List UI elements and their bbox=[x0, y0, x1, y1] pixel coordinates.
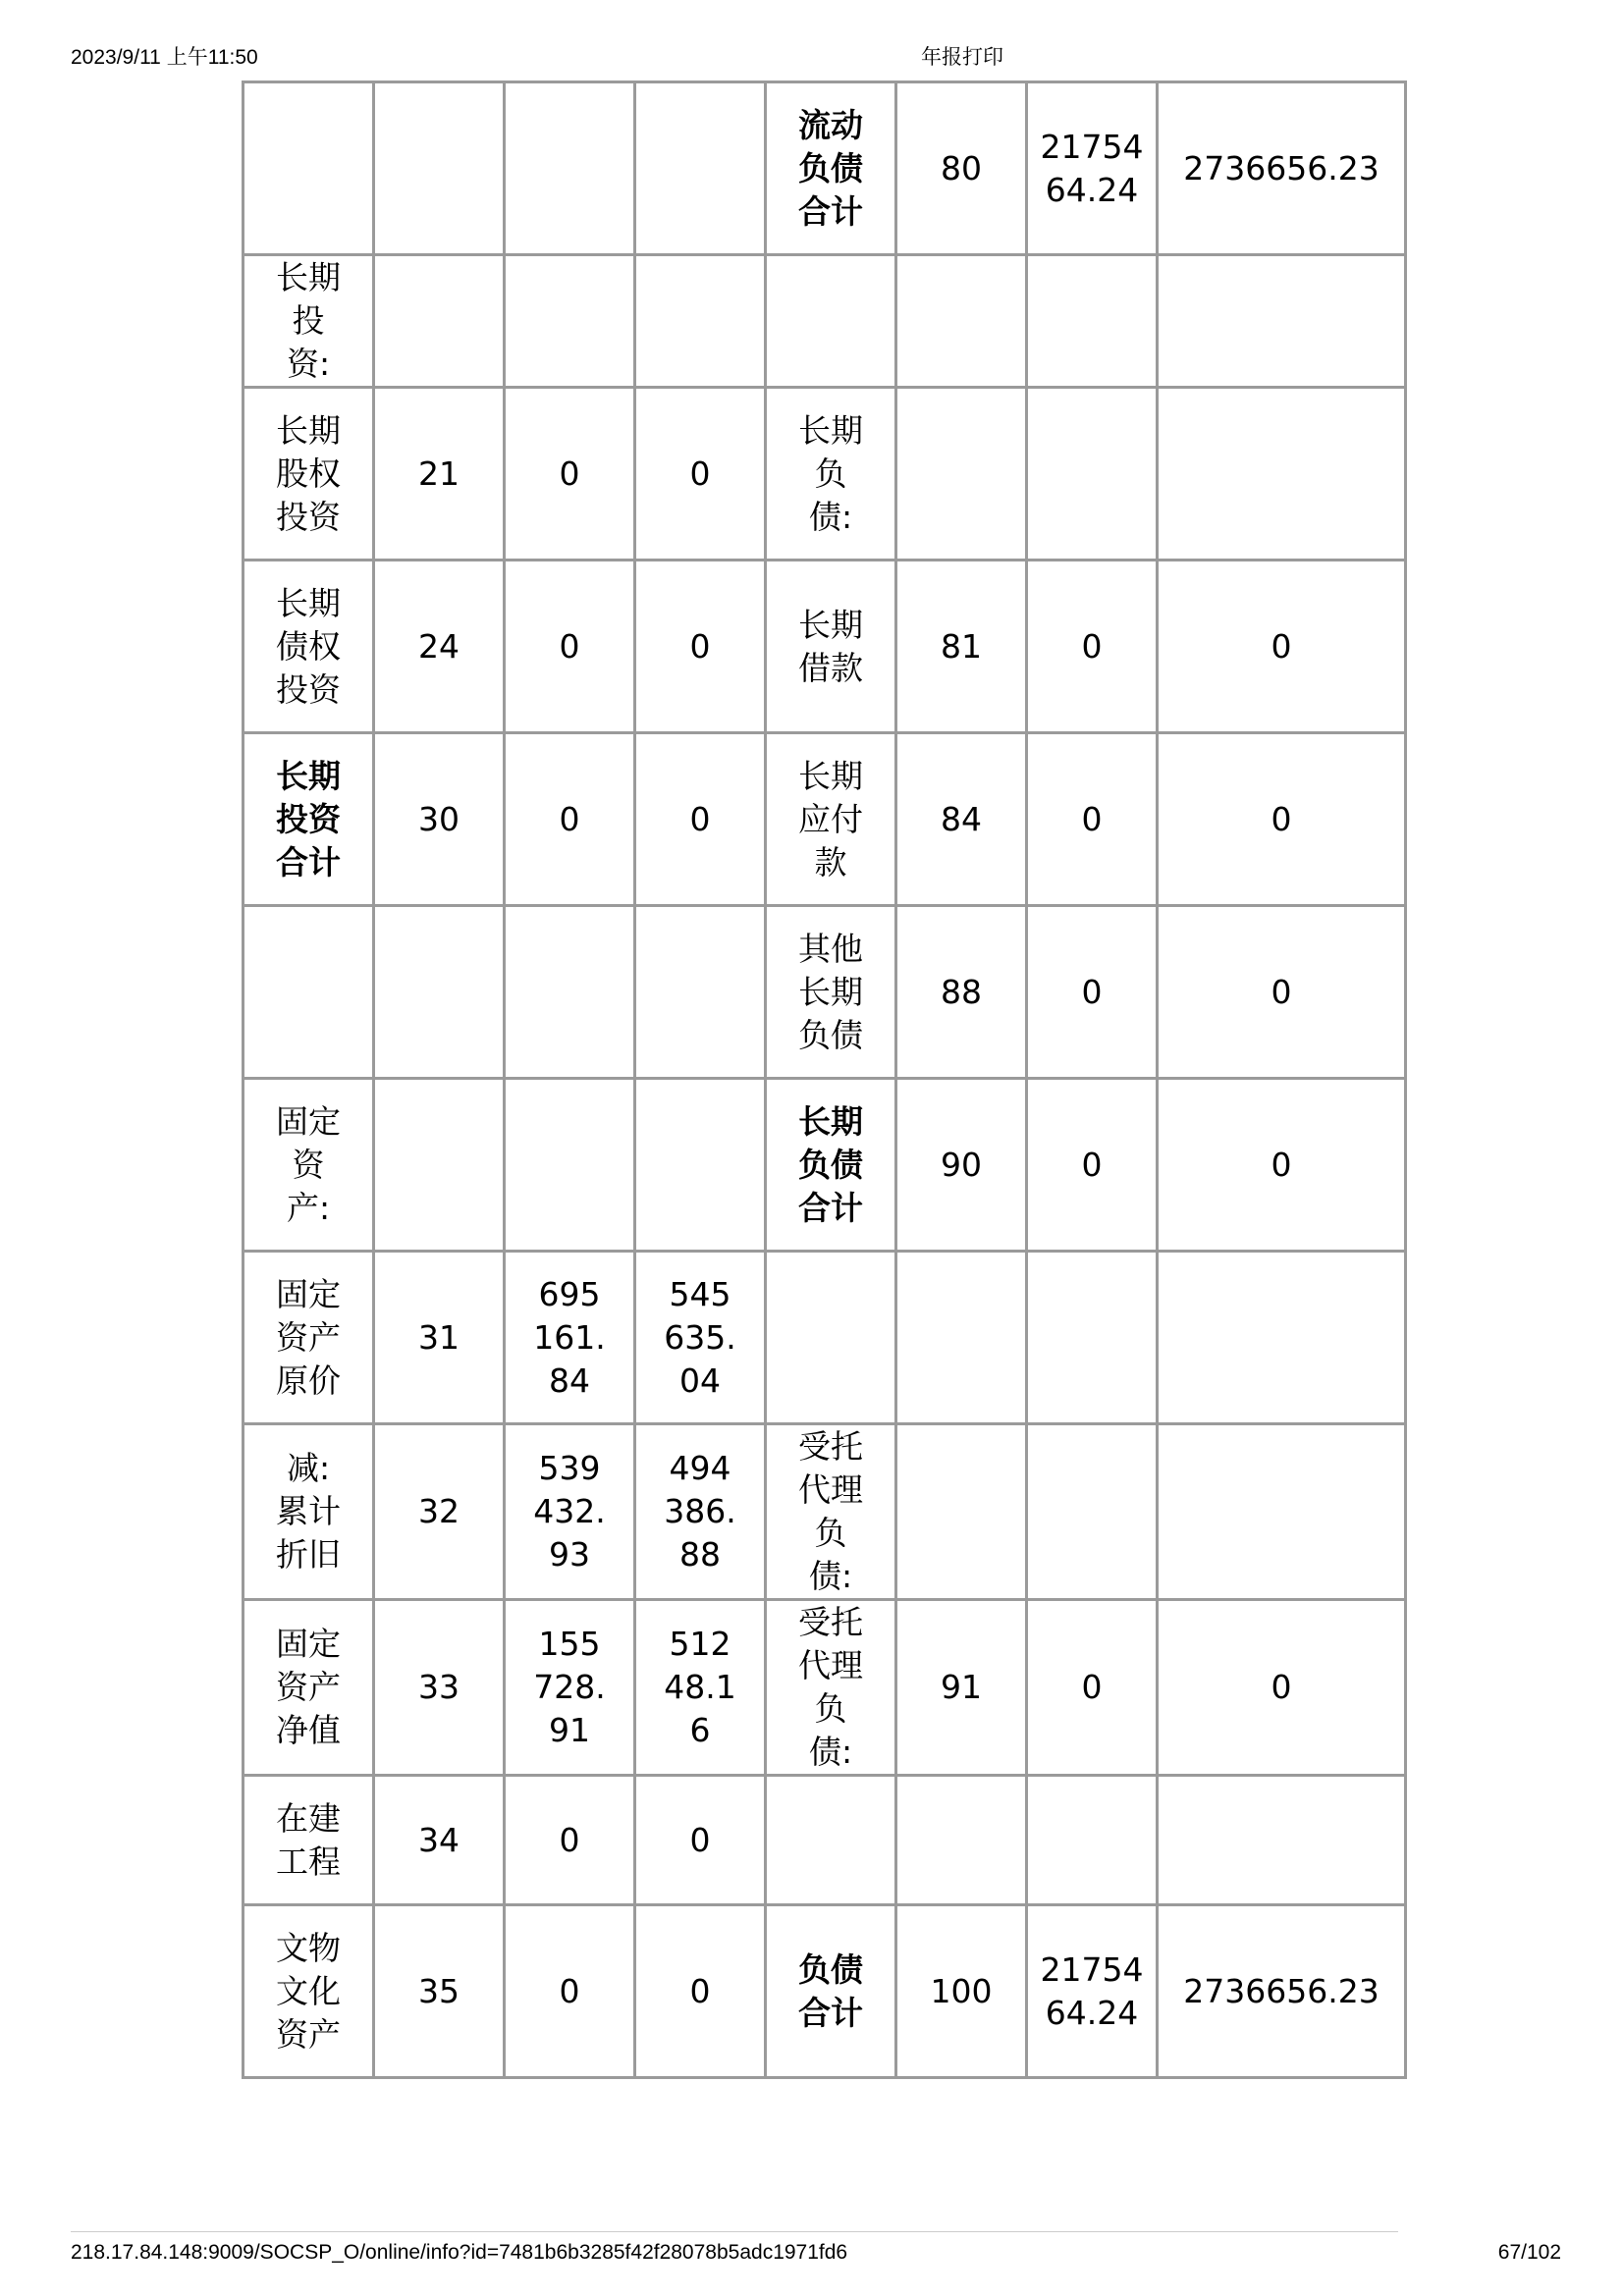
table-cell bbox=[1158, 1424, 1406, 1600]
cell-text: 长期股权投资 bbox=[276, 410, 341, 536]
table-cell bbox=[374, 906, 505, 1079]
table-cell bbox=[374, 1252, 505, 1424]
cell-text: 0 bbox=[689, 626, 711, 666]
table-cell bbox=[896, 561, 1027, 733]
table-cell bbox=[374, 1776, 505, 1905]
table-cell bbox=[243, 906, 374, 1079]
table-cell bbox=[374, 1079, 505, 1252]
table-cell bbox=[505, 1424, 635, 1600]
cell-text: 长期负债: bbox=[798, 410, 863, 536]
cell-text: 0 bbox=[1271, 1668, 1292, 1706]
table-cell bbox=[635, 906, 766, 1079]
table-row bbox=[243, 1252, 1406, 1424]
cell-text: 0 bbox=[689, 799, 711, 838]
cell-text: 0 bbox=[689, 1971, 711, 2010]
cell-text: 固定资产原价 bbox=[276, 1274, 341, 1400]
table-cell bbox=[243, 561, 374, 733]
table-cell bbox=[635, 388, 766, 561]
table-row bbox=[243, 388, 1406, 561]
cell-text: 695161.84 bbox=[533, 1274, 606, 1400]
cell-text: 34 bbox=[418, 1820, 460, 1859]
table-cell bbox=[766, 1424, 896, 1600]
table-cell bbox=[1027, 1252, 1158, 1424]
cell-text: 长期投资: bbox=[276, 258, 341, 383]
table-cell bbox=[1027, 388, 1158, 561]
table-cell bbox=[505, 561, 635, 733]
table-cell bbox=[1158, 1776, 1406, 1905]
table-cell bbox=[896, 82, 1027, 255]
table-cell bbox=[374, 1600, 505, 1776]
table-cell bbox=[505, 388, 635, 561]
page-number: 67/102 bbox=[1497, 2241, 1561, 2264]
table-cell bbox=[505, 1079, 635, 1252]
table-cell bbox=[635, 1600, 766, 1776]
table-cell bbox=[766, 906, 896, 1079]
table-cell bbox=[374, 561, 505, 733]
cell-text: 受托代理负债: bbox=[798, 1603, 863, 1771]
table-cell bbox=[1027, 733, 1158, 906]
table-cell bbox=[374, 733, 505, 906]
table-cell bbox=[766, 1079, 896, 1252]
table-cell bbox=[505, 906, 635, 1079]
table-cell bbox=[896, 1079, 1027, 1252]
table-cell bbox=[1158, 388, 1406, 561]
table-row bbox=[243, 1600, 1406, 1776]
table-cell bbox=[1158, 82, 1406, 255]
table-cell bbox=[243, 1252, 374, 1424]
cell-text: 494386.88 bbox=[664, 1449, 736, 1574]
cell-text: 0 bbox=[1081, 626, 1103, 666]
table-cell bbox=[635, 82, 766, 255]
table-cell bbox=[243, 1776, 374, 1905]
cell-text: 长期应付款 bbox=[798, 756, 863, 881]
cell-text: 80 bbox=[941, 148, 982, 187]
table-cell bbox=[1027, 255, 1158, 388]
cell-text: 0 bbox=[1271, 626, 1292, 666]
table-cell bbox=[635, 1252, 766, 1424]
cell-text: 21 bbox=[418, 454, 460, 493]
cell-text: 长期借款 bbox=[798, 605, 863, 687]
table-cell bbox=[374, 1905, 505, 2078]
cell-text: 0 bbox=[559, 1820, 580, 1859]
table-cell bbox=[1158, 733, 1406, 906]
table-row bbox=[243, 1079, 1406, 1252]
table-cell bbox=[896, 1776, 1027, 1905]
table-cell bbox=[766, 1905, 896, 2078]
table-row bbox=[243, 82, 1406, 255]
cell-text: 90 bbox=[941, 1145, 982, 1184]
table-cell bbox=[635, 1776, 766, 1905]
table-cell bbox=[1027, 1905, 1158, 2078]
cell-text: 0 bbox=[1271, 1145, 1292, 1184]
table-row bbox=[243, 255, 1406, 388]
cell-text: 81 bbox=[941, 626, 982, 666]
table-row bbox=[243, 906, 1406, 1079]
cell-text: 51248.16 bbox=[664, 1625, 736, 1749]
cell-text: 24 bbox=[418, 626, 460, 666]
cell-text: 固定资产净值 bbox=[276, 1625, 341, 1749]
cell-text: 2736656.23 bbox=[1183, 1971, 1380, 2010]
table-cell bbox=[766, 1776, 896, 1905]
table-cell bbox=[374, 82, 505, 255]
table-cell bbox=[1027, 1776, 1158, 1905]
cell-text: 545635.04 bbox=[664, 1274, 736, 1400]
cell-text: 负债合计 bbox=[798, 1949, 863, 2032]
footer-divider bbox=[71, 2231, 1398, 2232]
table-cell bbox=[1158, 1079, 1406, 1252]
balance-sheet-table bbox=[242, 80, 1407, 2079]
table-cell bbox=[1027, 1079, 1158, 1252]
table-cell bbox=[374, 1424, 505, 1600]
cell-text: 0 bbox=[1081, 1145, 1103, 1184]
cell-text: 0 bbox=[689, 454, 711, 493]
cell-text: 其他长期负债 bbox=[798, 929, 863, 1054]
table-cell bbox=[1027, 1600, 1158, 1776]
table-cell bbox=[896, 255, 1027, 388]
table-cell bbox=[766, 82, 896, 255]
table-cell bbox=[896, 1252, 1027, 1424]
cell-text: 流动负债合计 bbox=[798, 105, 863, 231]
table-cell bbox=[896, 1424, 1027, 1600]
table-cell bbox=[635, 1905, 766, 2078]
cell-text: 2175464.24 bbox=[1040, 127, 1144, 209]
table-row bbox=[243, 733, 1406, 906]
table-cell bbox=[505, 1600, 635, 1776]
cell-text: 0 bbox=[559, 626, 580, 666]
cell-text: 155728.91 bbox=[533, 1625, 606, 1749]
cell-text: 0 bbox=[1271, 799, 1292, 838]
cell-text: 长期负债合计 bbox=[798, 1101, 863, 1227]
table-cell bbox=[1158, 1600, 1406, 1776]
table-cell bbox=[766, 388, 896, 561]
cell-text: 35 bbox=[418, 1971, 460, 2010]
table-row bbox=[243, 561, 1406, 733]
page-title: 年报打印 bbox=[921, 46, 1003, 69]
cell-text: 受托代理负债: bbox=[798, 1427, 863, 1595]
table-cell bbox=[635, 1424, 766, 1600]
cell-text: 91 bbox=[941, 1668, 982, 1706]
cell-text: 88 bbox=[941, 972, 982, 1011]
cell-text: 0 bbox=[689, 1820, 711, 1859]
table-cell bbox=[1027, 561, 1158, 733]
table-cell bbox=[635, 733, 766, 906]
table-cell bbox=[505, 733, 635, 906]
table-cell bbox=[635, 561, 766, 733]
table-cell bbox=[243, 1905, 374, 2078]
table-cell bbox=[243, 733, 374, 906]
table-row bbox=[243, 1776, 1406, 1905]
table-row bbox=[243, 1905, 1406, 2078]
cell-text: 长期债权投资 bbox=[276, 583, 341, 709]
table-cell bbox=[1158, 561, 1406, 733]
cell-text: 84 bbox=[941, 799, 982, 838]
table-cell bbox=[505, 1905, 635, 2078]
table-cell bbox=[896, 388, 1027, 561]
cell-text: 0 bbox=[559, 454, 580, 493]
cell-text: 100 bbox=[930, 1971, 993, 2010]
cell-text: 2736656.23 bbox=[1183, 148, 1380, 187]
table-cell bbox=[635, 1079, 766, 1252]
cell-text: 2175464.24 bbox=[1040, 1949, 1144, 2032]
table-cell bbox=[1158, 906, 1406, 1079]
cell-text: 0 bbox=[559, 1971, 580, 2010]
page-url: 218.17.84.148:9009/SOCSP_O/online/info?id=7481b6b3285f42f28078b5adc1971fd6 bbox=[71, 2241, 848, 2264]
table-cell bbox=[243, 1079, 374, 1252]
table-cell bbox=[505, 1252, 635, 1424]
table-cell bbox=[896, 906, 1027, 1079]
cell-text: 长期投资合计 bbox=[276, 756, 341, 881]
cell-text: 在建工程 bbox=[276, 1798, 341, 1881]
table-cell bbox=[1158, 255, 1406, 388]
table-cell bbox=[243, 388, 374, 561]
table-cell bbox=[243, 255, 374, 388]
table-cell bbox=[243, 82, 374, 255]
table-cell bbox=[766, 1600, 896, 1776]
table-body bbox=[243, 82, 1406, 2078]
cell-text: 539432.93 bbox=[533, 1449, 606, 1574]
table-cell bbox=[505, 255, 635, 388]
table-cell bbox=[1027, 906, 1158, 1079]
table-cell bbox=[766, 255, 896, 388]
cell-text: 31 bbox=[418, 1317, 460, 1357]
cell-text: 0 bbox=[1271, 972, 1292, 1011]
table-cell bbox=[766, 561, 896, 733]
cell-text: 0 bbox=[1081, 972, 1103, 1011]
table-cell bbox=[896, 733, 1027, 906]
table-cell bbox=[1158, 1252, 1406, 1424]
table-cell bbox=[896, 1905, 1027, 2078]
table-cell bbox=[1027, 1424, 1158, 1600]
table-cell bbox=[243, 1600, 374, 1776]
table-cell bbox=[766, 1252, 896, 1424]
cell-text: 33 bbox=[418, 1668, 460, 1706]
table-row bbox=[243, 1424, 1406, 1600]
cell-text: 32 bbox=[418, 1492, 460, 1530]
table-cell bbox=[766, 733, 896, 906]
cell-text: 减:累计折旧 bbox=[276, 1449, 341, 1574]
cell-text: 固定资产: bbox=[276, 1101, 341, 1227]
table-cell bbox=[1027, 82, 1158, 255]
table-cell bbox=[505, 1776, 635, 1905]
cell-text: 30 bbox=[418, 799, 460, 838]
cell-text: 0 bbox=[1081, 1668, 1103, 1706]
table-cell bbox=[1158, 1905, 1406, 2078]
print-datetime: 2023/9/11 上午11:50 bbox=[71, 46, 258, 69]
table-cell bbox=[505, 82, 635, 255]
table-cell bbox=[896, 1600, 1027, 1776]
table-cell bbox=[374, 255, 505, 388]
cell-text: 文物文化资产 bbox=[276, 1928, 341, 2054]
table-cell bbox=[243, 1424, 374, 1600]
cell-text: 0 bbox=[559, 799, 580, 838]
table-cell bbox=[635, 255, 766, 388]
table-cell bbox=[374, 388, 505, 561]
cell-text: 0 bbox=[1081, 799, 1103, 838]
